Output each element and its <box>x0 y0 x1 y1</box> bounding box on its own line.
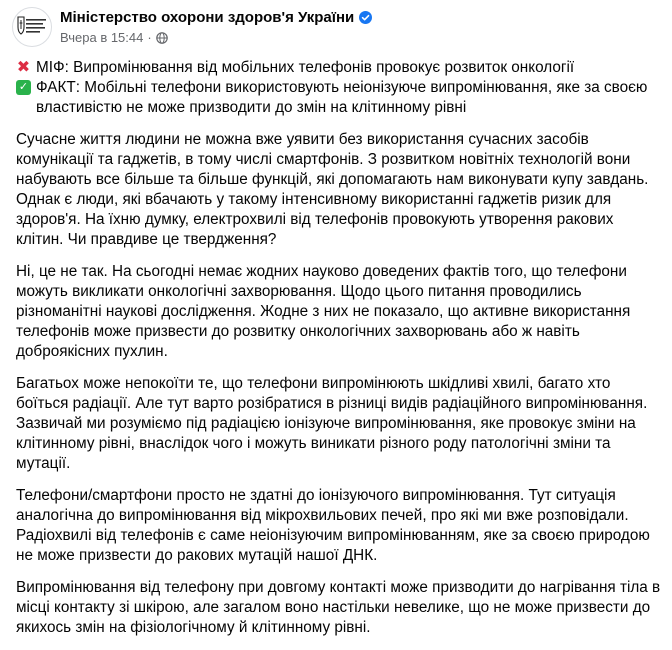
post-timestamp-link[interactable]: Вчера в 15:44 <box>60 30 144 45</box>
body-paragraph: Випромінювання від телефону при довгому контакті може призводити до нагрівання тіла в місці контакту зі шкірою, але загалом воно настільки невелике, що не може призвести до якихось змін на фізіологічному й клітинному рівні. <box>16 579 661 636</box>
myth-line <box>16 58 662 78</box>
body-paragraph: Багатьох може непокоїти те, що телефони випромінюють шкідливі хвилі, багато хто боїться радіації. Але тут варто розібратися в різниці видів радіаційного випромінювання. Зазвичай ми розуміємо під радіацією іонізуюче випромінювання, яке провокує зміни на клітинному рівні, внаслідок чого і можуть виникати різного роду патологічні зміни та мутації. <box>16 375 648 472</box>
time-row <box>60 29 372 47</box>
globe-icon[interactable] <box>156 32 168 44</box>
name-row <box>60 8 372 28</box>
body-paragraph: Сучасне життя людини не можна вже уявити без використання сучасних засобів комунікації та гаджетів, в тому числі смартфонів. З розвитком новітніх технологій вони набувають все більше та більше функцій, які допомагають нам виконувати купу завдань. Однак є люди, які вбачають у такому інтенсивному використанні гаджетів ризик для здоров'я. На їхню думку, електрохвилі від телефонів провокують утворення ракових клітин. Чи правдиве це твердження? <box>16 131 649 248</box>
meta-separator: · <box>147 30 152 45</box>
post-header <box>12 4 372 50</box>
fact-line <box>16 78 662 118</box>
green-check-icon: ✓ <box>16 80 31 95</box>
page-avatar[interactable] <box>12 7 52 47</box>
fact-text: ФАКТ: Мобільні телефони використовують неіонізуюче випромінювання, яке за своєю властивістю не може призводити до змін на клітинному рівні <box>36 79 648 116</box>
body-paragraph: Ні, це не так. На сьогодні немає жодних науково доведених фактів того, що телефони можуть викликати онкологічні захворювання. Щодо цього питання проводились різноманітні наукові дослідження. Жодне з них не показало, що активне використання телефонів може призвести до розвитку онкологічних захворювань або ж навіть доброякісних пухлин. <box>16 263 631 360</box>
ministry-emblem-icon <box>15 14 49 40</box>
myth-fact-block <box>16 58 662 118</box>
post-body <box>16 58 662 650</box>
myth-text: МІФ: Випромінювання від мобільних телефонів провокує розвиток онкології <box>36 59 575 76</box>
page-name-link[interactable]: Міністерство охорони здоров'я України <box>60 9 355 26</box>
red-cross-icon: ✖ <box>16 59 31 76</box>
post-meta <box>60 8 372 47</box>
body-paragraph: Телефони/смартфони просто не здатні до іонізуючого випромінювання. Тут ситуація аналогічна до випромінювання від мікрохвильових печей, про які ми вже розповідали. Радіохвилі від телефонів є саме неіонізуючим випромінюванням, яке за своєю природою не може призвести до ракових мутацій нашої ДНК. <box>16 487 650 564</box>
verified-badge-icon <box>359 11 372 24</box>
